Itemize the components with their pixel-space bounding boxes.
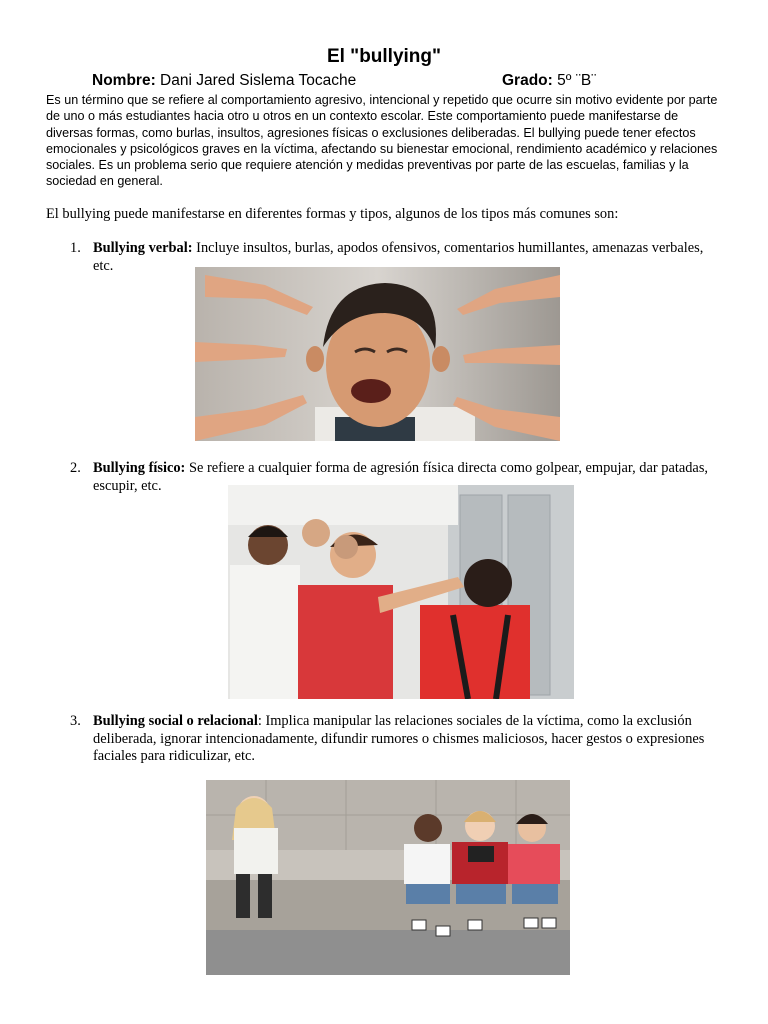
verbal-bullying-photo <box>195 267 560 441</box>
list-description: : Implica manipular las relaciones sociales de la víctima, como la exclusión deliberada, ignorar intencionadamente, difundir rumores o chismes maliciosos, hacer gestos o expresiones faciales para ridiculizar, etc. <box>93 713 705 764</box>
document-title: El "bullying" <box>326 46 442 67</box>
list-number: 2. <box>70 460 81 476</box>
list-term: Bullying físico: <box>93 460 186 476</box>
list-description: Se refiere a cualquier forma de agresión física directa como golpear, empujar, dar patadas, escupir, etc. <box>93 460 709 494</box>
student-name: Dani Jared Sislema Tocache <box>160 72 357 89</box>
grade-field <box>502 72 596 90</box>
list-term: Bullying verbal: <box>93 240 193 256</box>
list-item-social <box>70 713 710 766</box>
intro-paragraph: Es un término que se refiere al comportamiento agresivo, intencional y repetido que ocurre sin motivo evidente por parte de uno o más estudiantes hacia otro u otros en un contexto escolar. Este comportamiento puede manifestarse de diversas formas, como burlas, insultos, agresiones físicas o exclusiones deliberadas. El bullying puede tener efectos emocionales y psicológicos graves en la víctima, afectando su bienestar emocional, rendimiento académico y relaciones sociales. Es un problema serio que requiere atención y medidas preventivas por parte de las escuelas, familias y la sociedad en general. <box>46 93 718 189</box>
list-number: 1. <box>70 240 81 256</box>
list-term: Bullying social o relacional <box>93 713 258 729</box>
social-bullying-photo <box>206 780 570 975</box>
list-description: Incluye insultos, burlas, apodos ofensivos, comentarios humillantes, amenazas verbales, etc. <box>93 240 704 274</box>
student-header <box>92 72 732 90</box>
grade-value: 5º ¨B¨ <box>557 72 597 89</box>
physical-bullying-photo <box>228 485 574 699</box>
name-label: Nombre: <box>92 72 156 89</box>
list-number: 3. <box>70 713 81 729</box>
grade-label: Grado: <box>502 72 553 89</box>
types-lead: El bullying puede manifestarse en diferentes formas y tipos, algunos de los tipos más comunes son: <box>46 206 619 222</box>
